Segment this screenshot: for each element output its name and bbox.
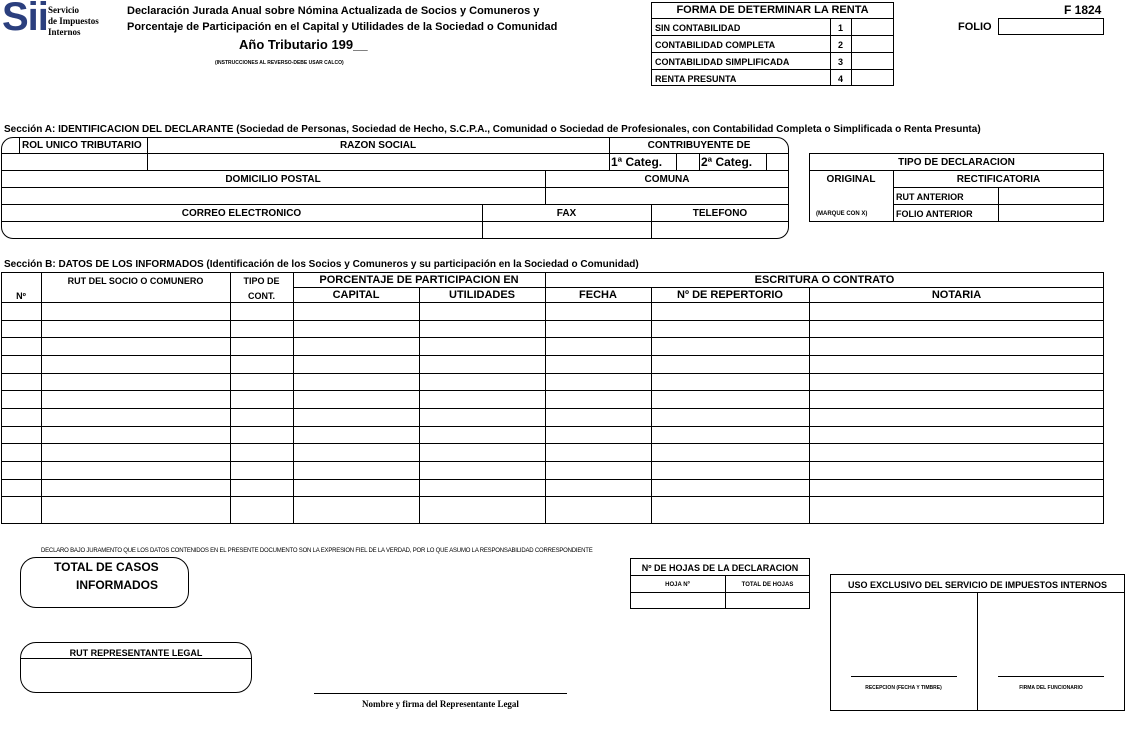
col-num-header: Nº (16, 291, 26, 301)
folio-label: FOLIO (958, 21, 992, 33)
categ2-checkbox[interactable] (767, 154, 789, 170)
cell-capital[interactable] (295, 338, 418, 354)
hoja-n-label: HOJA Nº (665, 582, 690, 588)
cell-utilidades[interactable] (421, 374, 544, 389)
cell-rut[interactable] (43, 497, 229, 513)
cell-notaria[interactable] (811, 321, 1103, 336)
recepcion-label: RECEPCION (FECHA Y TIMBRE) (865, 685, 942, 691)
forma-row-label: CONTABILIDAD SIMPLIFICADA (655, 57, 790, 67)
logo-line1: Servicio (48, 5, 79, 15)
cell-repertorio[interactable] (653, 356, 808, 372)
forma-row-code: 1 (838, 23, 844, 33)
logo-line2: de Impuestos (48, 16, 99, 26)
cell-capital[interactable] (295, 303, 418, 319)
cell-num[interactable] (3, 427, 40, 442)
hojas-title: Nº DE HOJAS DE LA DECLARACION (641, 563, 799, 573)
sii-logo (2, 0, 122, 45)
cell-num[interactable] (3, 480, 40, 495)
cell-num[interactable] (3, 303, 40, 319)
forma-checkbox-1[interactable] (852, 19, 893, 35)
cell-rut[interactable] (43, 462, 229, 478)
cell-tipo[interactable] (232, 374, 292, 389)
col-tipo-header-1: TIPO DE (243, 276, 280, 286)
total-hojas-label: TOTAL DE HOJAS (741, 582, 794, 588)
col-rut-header: RUT DEL SOCIO O COMUNERO (67, 276, 204, 286)
folio-input[interactable] (998, 18, 1104, 35)
cell-notaria[interactable] (811, 480, 1103, 495)
col-capital-header: CAPITAL (332, 289, 380, 301)
cell-utilidades[interactable] (421, 462, 544, 478)
cell-capital[interactable] (295, 374, 418, 389)
form-title-line1: Declaración Jurada Anual sobre Nómina Actualizada de Socios y Comuneros y (127, 5, 540, 17)
rut-representante-label: RUT REPRESENTANTE LEGAL (69, 648, 203, 658)
comuna-input[interactable] (546, 188, 789, 204)
cell-repertorio[interactable] (653, 374, 808, 389)
instructions-note: (INSTRUCCIONES AL REVERSO-DEBE USAR CALCO) (215, 60, 344, 66)
cell-notaria[interactable] (811, 303, 1103, 319)
cell-repertorio[interactable] (653, 427, 808, 442)
cell-fecha[interactable] (547, 444, 650, 460)
correo-label: CORREO ELECTRONICO (181, 208, 302, 219)
cell-rut[interactable] (43, 391, 229, 407)
cell-capital[interactable] (295, 444, 418, 460)
total-casos-line2: INFORMADOS (76, 578, 158, 592)
cell-num[interactable] (3, 338, 40, 354)
cell-capital[interactable] (295, 356, 418, 372)
cell-fecha[interactable] (547, 480, 650, 495)
cell-rut[interactable] (43, 427, 229, 442)
tax-year: Año Tributario 199__ (239, 37, 368, 52)
forma-row-code: 3 (838, 57, 844, 67)
cell-utilidades[interactable] (421, 356, 544, 372)
cell-utilidades[interactable] (421, 480, 544, 495)
cell-capital[interactable] (295, 497, 418, 513)
cell-fecha[interactable] (547, 391, 650, 407)
cell-repertorio[interactable] (653, 409, 808, 425)
razon-social-input[interactable] (148, 154, 609, 170)
cell-notaria[interactable] (811, 462, 1103, 478)
cell-tipo[interactable] (232, 409, 292, 425)
declaracion-jurada-text: DECLARO BAJO JURAMENTO QUE LOS DATOS CONTENIDOS EN EL PRESENTE DOCUMENTO SON LA EXPRESION FIEL DE LA VERDAD, POR LO QUE ASUMO LA RESPONSABILIDAD CORRESPONDIENTE (41, 548, 593, 554)
cell-tipo[interactable] (232, 427, 292, 442)
total-casos-line1: TOTAL DE CASOS (54, 560, 159, 574)
fax-input[interactable] (483, 222, 651, 238)
cell-tipo[interactable] (232, 391, 292, 407)
forma-checkbox-4[interactable] (852, 70, 893, 86)
col-tipo-header-2: CONT. (248, 291, 275, 301)
signature-line (314, 693, 567, 694)
cell-notaria[interactable] (811, 497, 1103, 513)
cell-fecha[interactable] (547, 338, 650, 354)
forma-checkbox-2[interactable] (852, 36, 893, 52)
forma-renta-title: FORMA DE DETERMINAR LA RENTA (676, 4, 869, 16)
categ1-label: 1ª Categ. (611, 155, 663, 169)
cell-tipo[interactable] (232, 444, 292, 460)
logo-letters: Sii (2, 0, 48, 39)
uso-exclusivo-title: USO EXCLUSIVO DEL SERVICIO DE IMPUESTOS INTERNOS (847, 580, 1108, 590)
cell-notaria[interactable] (811, 374, 1103, 389)
razon-social-label: RAZON SOCIAL (339, 140, 417, 151)
cell-utilidades[interactable] (421, 409, 544, 425)
nombre-firma-label: Nombre y firma del Representante Legal (362, 699, 519, 709)
cell-repertorio[interactable] (653, 338, 808, 354)
cell-repertorio[interactable] (653, 444, 808, 460)
cell-rut[interactable] (43, 321, 229, 336)
cell-num[interactable] (3, 444, 40, 460)
form-number: F 1824 (1064, 3, 1102, 17)
cell-fecha[interactable] (547, 321, 650, 336)
cell-rut[interactable] (43, 303, 229, 319)
col-utilidades-header: UTILIDADES (449, 289, 515, 301)
original-label: ORIGINAL (826, 174, 876, 185)
forma-checkbox-3[interactable] (852, 53, 893, 69)
original-checkbox[interactable] (810, 187, 892, 205)
cell-notaria[interactable] (811, 338, 1103, 354)
cell-fecha[interactable] (547, 497, 650, 513)
cell-tipo[interactable] (232, 480, 292, 495)
cell-rut[interactable] (43, 374, 229, 389)
cell-notaria[interactable] (811, 391, 1103, 407)
cell-fecha[interactable] (547, 374, 650, 389)
cell-notaria[interactable] (811, 356, 1103, 372)
cell-rut[interactable] (43, 444, 229, 460)
forma-row-label: RENTA PRESUNTA (655, 74, 737, 84)
form-title-line2: Porcentaje de Participación en el Capital y Utilidades de la Sociedad o Comunidad (127, 21, 558, 33)
cell-capital[interactable] (295, 321, 418, 336)
cell-tipo[interactable] (232, 303, 292, 319)
forma-row-code: 2 (838, 40, 844, 50)
firma-funcionario-label: FIRMA DEL FUNCIONARIO (1019, 685, 1083, 691)
logo-line3: Internos (48, 27, 81, 37)
marque-con-x: (MARQUE CON X) (816, 211, 868, 217)
cell-tipo[interactable] (232, 321, 292, 336)
cell-rut[interactable] (43, 356, 229, 372)
tipo-declaracion-title: TIPO DE DECLARACION (898, 157, 1015, 168)
cell-capital[interactable] (295, 480, 418, 495)
categ2-label: 2ª Categ. (701, 155, 753, 169)
telefono-input[interactable] (652, 222, 788, 238)
categ1-checkbox[interactable] (677, 154, 699, 170)
cell-utilidades[interactable] (421, 444, 544, 460)
cell-rut[interactable] (43, 480, 229, 495)
cell-fecha[interactable] (547, 462, 650, 478)
cell-utilidades[interactable] (421, 391, 544, 407)
cell-capital[interactable] (295, 462, 418, 478)
col-escritura-header: ESCRITURA O CONTRATO (754, 274, 895, 286)
cell-num[interactable] (3, 356, 40, 372)
forma-row-label: SIN CONTABILIDAD (655, 23, 741, 33)
cell-tipo[interactable] (232, 338, 292, 354)
domicilio-label: DOMICILIO POSTAL (225, 174, 321, 185)
cell-utilidades[interactable] (421, 497, 544, 513)
cell-rut[interactable] (43, 338, 229, 354)
folio-anterior-input[interactable] (999, 205, 1103, 221)
cell-notaria[interactable] (811, 409, 1103, 425)
cell-num[interactable] (3, 374, 40, 389)
cell-num[interactable] (3, 462, 40, 478)
cell-repertorio[interactable] (653, 497, 808, 513)
section-a-title: Sección A: IDENTIFICACION DEL DECLARANTE (Sociedad de Personas, Sociedad de Hecho, S.C.P.A., Comunidad o Sociedad de Profesionales, con Contabilidad Completa o Simplificada o Renta Presunta) (4, 124, 981, 135)
cell-num[interactable] (3, 391, 40, 407)
total-hojas-input[interactable] (726, 593, 809, 608)
cell-notaria[interactable] (811, 427, 1103, 442)
cell-notaria[interactable] (811, 444, 1103, 460)
cell-utilidades[interactable] (421, 321, 544, 336)
section-b-title: Sección B: DATOS DE LOS INFORMADOS (Identificación de los Socios y Comuneros y su participación en la Sociedad o Comunidad) (4, 259, 639, 270)
forma-row-label: CONTABILIDAD COMPLETA (655, 40, 776, 50)
cell-num[interactable] (3, 321, 40, 336)
col-repertorio-header: Nº DE REPERTORIO (677, 289, 783, 301)
col-notaria-header: NOTARIA (931, 289, 982, 301)
telefono-label: TELEFONO (692, 208, 748, 219)
cell-num[interactable] (3, 409, 40, 425)
cell-utilidades[interactable] (421, 427, 544, 442)
rut-label: ROL UNICO TRIBUTARIO (22, 140, 142, 151)
hoja-n-input[interactable] (631, 593, 725, 608)
cell-fecha[interactable] (547, 303, 650, 319)
cell-tipo[interactable] (232, 462, 292, 478)
cell-capital[interactable] (295, 391, 418, 407)
cell-rut[interactable] (43, 409, 229, 425)
cell-utilidades[interactable] (421, 338, 544, 354)
rectificatoria-label: RECTIFICATORIA (956, 174, 1041, 185)
rut-anterior-label: RUT ANTERIOR (896, 192, 964, 202)
forma-row-code: 4 (838, 74, 844, 84)
cell-repertorio[interactable] (653, 462, 808, 478)
cell-num[interactable] (3, 497, 40, 513)
cell-capital[interactable] (295, 427, 418, 442)
fax-label: FAX (556, 208, 577, 219)
rut-input[interactable] (2, 154, 147, 170)
cell-fecha[interactable] (547, 427, 650, 442)
cell-repertorio[interactable] (653, 480, 808, 495)
cell-tipo[interactable] (232, 356, 292, 372)
col-porcentaje-header: PORCENTAJE DE PARTICIPACION EN (319, 274, 519, 286)
contribuyente-label: CONTRIBUYENTE DE (647, 140, 751, 151)
correo-input[interactable] (2, 222, 482, 238)
cell-fecha[interactable] (547, 409, 650, 425)
cell-repertorio[interactable] (653, 391, 808, 407)
rut-anterior-input[interactable] (999, 188, 1103, 204)
cell-fecha[interactable] (547, 356, 650, 372)
cell-tipo[interactable] (232, 497, 292, 513)
col-fecha-header: FECHA (579, 289, 617, 301)
cell-capital[interactable] (295, 409, 418, 425)
cell-utilidades[interactable] (421, 303, 544, 319)
domicilio-input[interactable] (2, 188, 545, 204)
cell-repertorio[interactable] (653, 321, 808, 336)
comuna-label: COMUNA (644, 174, 690, 185)
cell-repertorio[interactable] (653, 303, 808, 319)
folio-anterior-label: FOLIO ANTERIOR (896, 209, 973, 219)
